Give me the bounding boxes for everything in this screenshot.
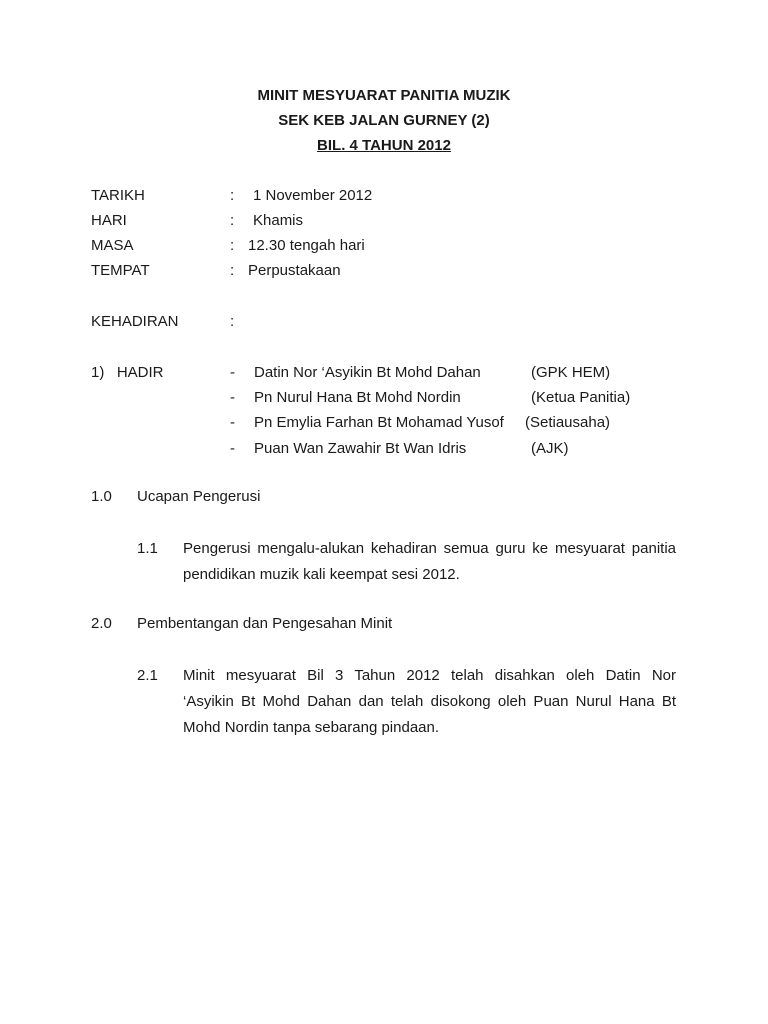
- paragraph-line: Mohd Nordin tanpa sebarang pindaan.: [183, 719, 440, 736]
- member-dash: -: [230, 440, 235, 457]
- section-number: 2.0: [91, 615, 112, 632]
- member-name: Pn Nurul Hana Bt Mohd Nordin: [254, 389, 461, 406]
- member-dash: -: [230, 414, 235, 431]
- kehadiran-sep: :: [230, 313, 235, 330]
- paragraph-line: Pengerusi mengalu-alukan kehadiran semua guru ke mesyuarat panitia: [183, 540, 676, 557]
- hadir-label: 1) HADIR: [91, 364, 164, 381]
- detail-sep: :: [230, 212, 235, 229]
- member-name: Pn Emylia Farhan Bt Mohamad Yusof: [254, 414, 504, 431]
- detail-value-hari: Khamis: [253, 212, 304, 229]
- subsection-text: [183, 536, 676, 588]
- paragraph-line: ‘Asyikin Bt Mohd Dahan dan telah disokong oleh Puan Nurul Hana Bt: [183, 693, 676, 710]
- section-title: Ucapan Pengerusi: [137, 488, 261, 505]
- member-role: (Setiausaha): [525, 414, 611, 431]
- detail-label-tempat: TEMPAT: [91, 262, 150, 279]
- detail-sep: :: [230, 262, 235, 279]
- member-dash: -: [230, 389, 235, 406]
- meeting-number-text: BIL. 4 TAHUN 2012: [317, 137, 451, 154]
- section-number: 1.0: [91, 488, 112, 505]
- detail-value-tempat: Perpustakaan: [248, 262, 341, 279]
- section-title: Pembentangan dan Pengesahan Minit: [137, 615, 393, 632]
- detail-label-hari: HARI: [91, 212, 127, 229]
- member-dash: -: [230, 364, 235, 381]
- member-name: Datin Nor ‘Asyikin Bt Mohd Dahan: [254, 364, 481, 381]
- subsection-number: 2.1: [137, 667, 158, 684]
- subsection-number: 1.1: [137, 540, 158, 557]
- subsection-text: [183, 663, 676, 741]
- paragraph-line: pendidikan muzik kali keempat sesi 2012.: [183, 566, 460, 583]
- detail-sep: :: [230, 187, 235, 204]
- member-name: Puan Wan Zawahir Bt Wan Idris: [254, 440, 467, 457]
- detail-label-masa: MASA: [91, 237, 134, 254]
- member-role: (AJK): [531, 440, 569, 457]
- detail-value-tarikh: 1 November 2012: [253, 187, 373, 204]
- member-role: (Ketua Panitia): [531, 389, 631, 406]
- detail-sep: :: [230, 237, 235, 254]
- paragraph-line: Minit mesyuarat Bil 3 Tahun 2012 telah disahkan oleh Datin Nor: [183, 667, 676, 684]
- doc-title: MINIT MESYUARAT PANITIA MUZIK: [257, 87, 511, 104]
- member-role: (GPK HEM): [531, 364, 611, 381]
- detail-value-masa: 12.30 tengah hari: [248, 237, 365, 254]
- school-name: SEK KEB JALAN GURNEY (2): [278, 112, 490, 129]
- meeting-number: [0, 137, 768, 155]
- kehadiran-label: KEHADIRAN: [91, 313, 179, 330]
- detail-label-tarikh: TARIKH: [91, 187, 145, 204]
